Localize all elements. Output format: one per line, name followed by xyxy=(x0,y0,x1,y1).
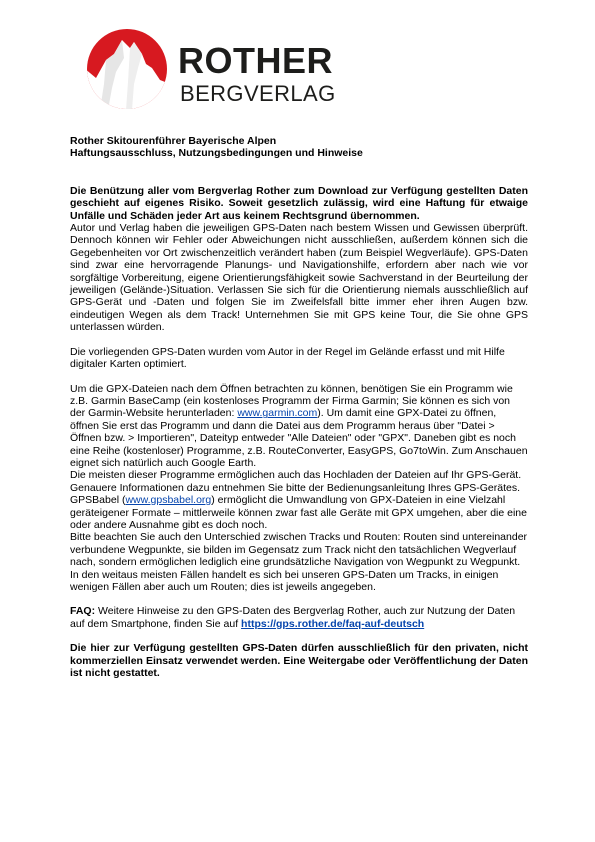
gpx-paragraph-3 xyxy=(70,494,528,531)
faq-paragraph xyxy=(70,605,528,630)
logo-title: ROTHER xyxy=(178,40,333,81)
document-body xyxy=(70,135,528,679)
disclaimer-bold: Die Benützung aller vom Bergverlag Rother zum Download zur Verfügung gestellten Daten geschieht auf eigenes Risiko. Soweit gesetzlich zulässig, wird eine Haftung für etwaige Unfälle und Schäden jeder Art aus keinem Rechtsgrund übernommen. xyxy=(70,184,528,222)
gpx-p3-after: ) ermöglicht die Umwandlung von GPX-Dateien in eine Vielzahl geräteigener Formate – mittlerweile können zwar fast alle Geräte mit GPX umgehen, aber die eine oder andere Ausnahme gibt es doch noch. xyxy=(70,494,527,531)
mountain-logo-icon xyxy=(86,28,168,110)
faq-link[interactable]: https://gps.rother.de/faq-auf-deutsch xyxy=(241,617,425,630)
gpx-paragraph-1 xyxy=(70,383,528,470)
gpx-p3-before: GPSBabel ( xyxy=(70,494,126,507)
gpx-paragraph-2: Die meisten dieser Programme ermöglichen auch das Hochladen der Dateien auf Ihr GPS-Gerät. Genauere Informationen dazu entnehmen Sie bitte der Bedienungsanleitung Ihres GPS-Gerätes. xyxy=(70,469,522,494)
disclaimer-text: Autor und Verlag haben die jeweiligen GPS-Daten nach bestem Wissen und Gewissen überprüft. Dennoch können wir Fehler oder Abweichungen nicht ausschließen, außerdem können sich die Gegebenheiten vor Ort zwischenzeitlich verändert haben (zum Beispiel Wegverläufe). GPS-Daten sind zwar eine hervorragende Planungs- und Navigationshilfe, erfordern aber nach wie vor sorgfältige Vorbereitung, eigene Orientierungsfähigkeit sowie Sachverstand in der Beurteilung der jeweiligen (Gelände-)Situation. Verlassen Sie sich für die Orientierung niemals ausschließlich auf GPS-Gerät und -Daten und folgen Sie im Zweifelsfall bitte immer eher ihren Augen bzw. eindeutigen Wegen als dem Track! Unternehmen Sie mit GPS keine Tour, die Sie ohne GPS unterlassen würden. xyxy=(70,222,528,334)
rother-logo xyxy=(86,28,336,118)
gpx-p1-after: ). Um damit eine GPX-Datei zu öffnen, öffnen Sie erst das Programm und dann die Datei aus dem Programm heraus über "Datei > Öffnen bzw. > Importieren", Dateityp entweder "Alle Dateien" oder "GPX". Daneben gibt es noch eine Reihe (kostenloser) Programme, z.B. RouteConverter, EasyGPS, Go7toWin. Zum Anschauen eignet sich natürlich auch Google Earth. xyxy=(70,407,528,469)
recorded-note: Die vorliegenden GPS-Daten wurden vom Autor in der Regel im Gelände erfasst und mit Hilfe digitaler Karten optimiert. xyxy=(70,345,505,371)
garmin-link[interactable]: www.garmin.com xyxy=(237,407,318,420)
document-subtitle: Haftungsausschluss, Nutzungsbedingungen und Hinweise xyxy=(70,147,363,160)
logo-subtitle: BERGVERLAG xyxy=(180,81,336,106)
gpsbabel-link[interactable]: www.gpsbabel.org xyxy=(125,494,212,507)
document-title: Rother Skitourenführer Bayerische Alpen xyxy=(70,135,277,147)
faq-text: Weitere Hinweise zu den GPS-Daten des Bergverlag Rother, auch zur Nutzung der Daten auf dem Smartphone, finden Sie auf xyxy=(70,605,516,630)
gpx-p1-before: Um die GPX-Dateien nach dem Öffnen betrachten zu können, benötigen Sie ein Programm wie z.B. Garmin BaseCamp (ein kostenloses Programm der Firma Garmin; Sie können es sich von der Garmin-Website herunterladen: xyxy=(70,382,513,420)
footer-notice: Die hier zur Verfügung gestellten GPS-Daten dürfen ausschließlich für den privaten, nicht kommerziellen Einsatz verwendet werden. Eine Weitergabe oder Veröffentlichung der Daten ist nicht gestattet. xyxy=(70,642,528,680)
gpx-paragraph-4: Bitte beachten Sie auch den Unterschied zwischen Tracks und Routen: Routen sind untereinander verbundene Wegpunkte, sie bilden im Gegensatz zum Track nicht den tatsächlichen Wegverlauf nach, sondern ermöglichen lediglich eine grundsätzliche Navigation von Wegpunkt zu Wegpunkt. In den weitaus meisten Fällen handelt es sich bei unseren GPS-Daten um Tracks, in einigen wenigen Fällen aber auch um Routen; dies ist jeweils angegeben. xyxy=(70,531,528,593)
faq-label: FAQ: xyxy=(70,605,96,618)
